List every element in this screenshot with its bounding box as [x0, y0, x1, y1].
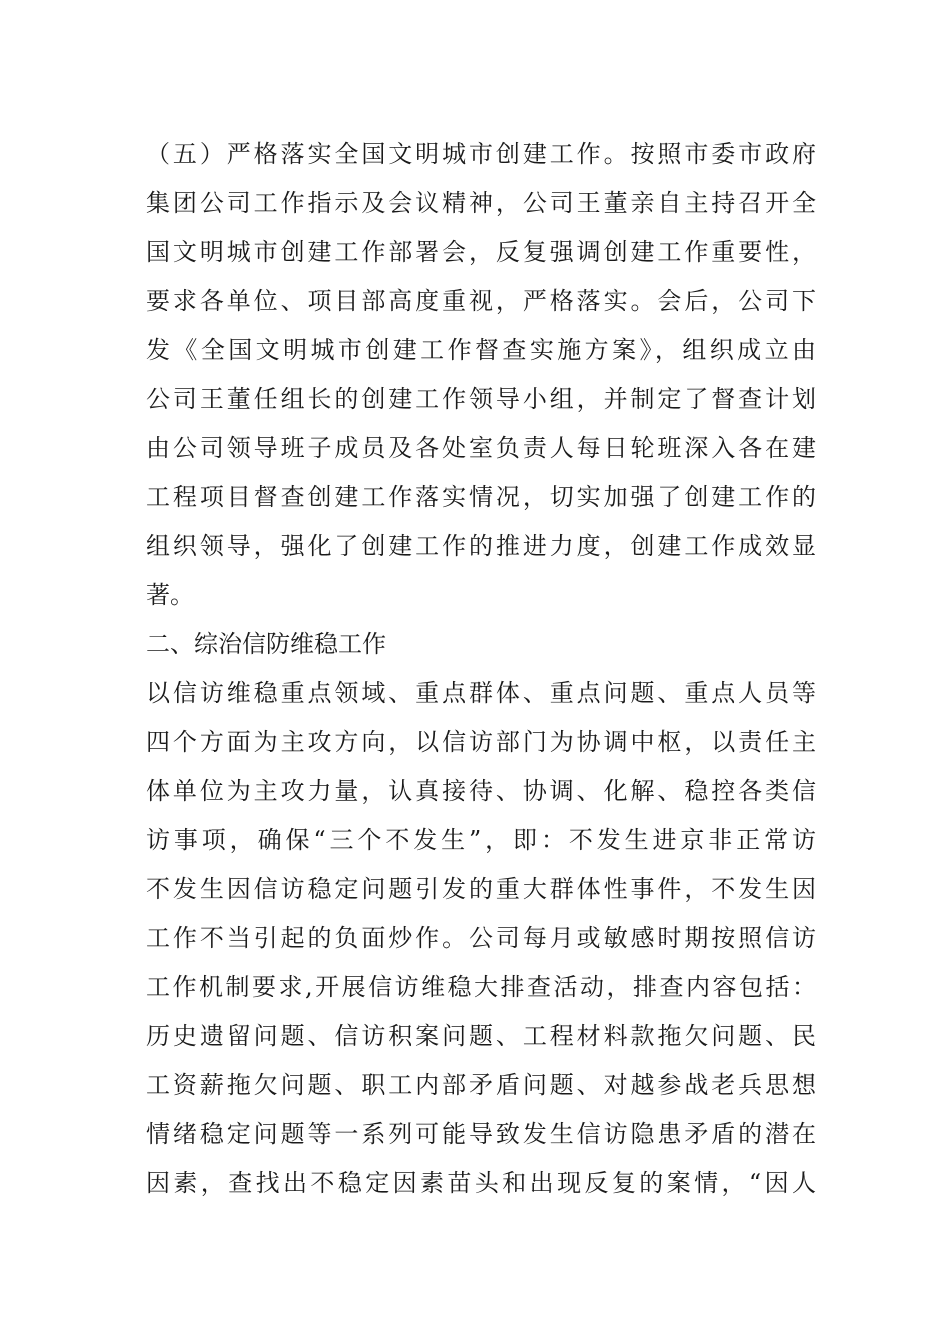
text-line: 以信访维稳重点领域、重点群体、重点问题、重点人员等 [146, 679, 816, 707]
text-line: （五）严格落实全国文明城市创建工作。按照市委市政府 [146, 140, 816, 168]
text-line: 访事项，确保“三个不发生”，即：不发生进京非正常访 [146, 826, 816, 854]
document-body [146, 130, 816, 1208]
text-line: 国文明城市创建工作部署会，反复强调创建工作重要性， [146, 238, 816, 266]
text-line: 集团公司工作指示及会议精神，公司王董亲自主持召开全 [146, 189, 816, 217]
text-line: 发《全国文明城市创建工作督查实施方案》，组织成立由 [146, 336, 816, 364]
text-line: 组织领导，强化了创建工作的推进力度，创建工作成效显 [146, 532, 816, 560]
text-line: 体单位为主攻力量，认真接待、协调、化解、稳控各类信 [146, 777, 816, 805]
text-line: 公司王董任组长的创建工作领导小组，并制定了督查计划 [146, 385, 816, 413]
text-line: 工作不当引起的负面炒作。公司每月或敏感时期按照信访 [146, 924, 816, 952]
text-line: 由公司领导班子成员及各处室负责人每日轮班深入各在建 [146, 434, 816, 462]
text-line: 四个方面为主攻方向，以信访部门为协调中枢，以责任主 [146, 728, 816, 756]
text-line: 工程项目督查创建工作落实情况，切实加强了创建工作的 [146, 483, 816, 511]
text-line: 因素，查找出不稳定因素苗头和出现反复的案情，“因人 [146, 1169, 816, 1197]
section-heading: 二、综治信防维稳工作 [146, 630, 386, 658]
text-line: 情绪稳定问题等一系列可能导致发生信访隐患矛盾的潜在 [146, 1120, 816, 1148]
text-line: 历史遗留问题、信访积案问题、工程材料款拖欠问题、民 [146, 1022, 816, 1050]
text-line: 不发生因信访稳定问题引发的重大群体性事件，不发生因 [146, 875, 816, 903]
text-line: 要求各单位、项目部高度重视，严格落实。会后，公司下 [146, 287, 816, 315]
text-line: 工资薪拖欠问题、职工内部矛盾问题、对越参战老兵思想 [146, 1071, 816, 1099]
text-line: 著。 [146, 581, 194, 609]
text-line: 工作机制要求,开展信访维稳大排查活动，排查内容包括： [146, 973, 816, 1001]
